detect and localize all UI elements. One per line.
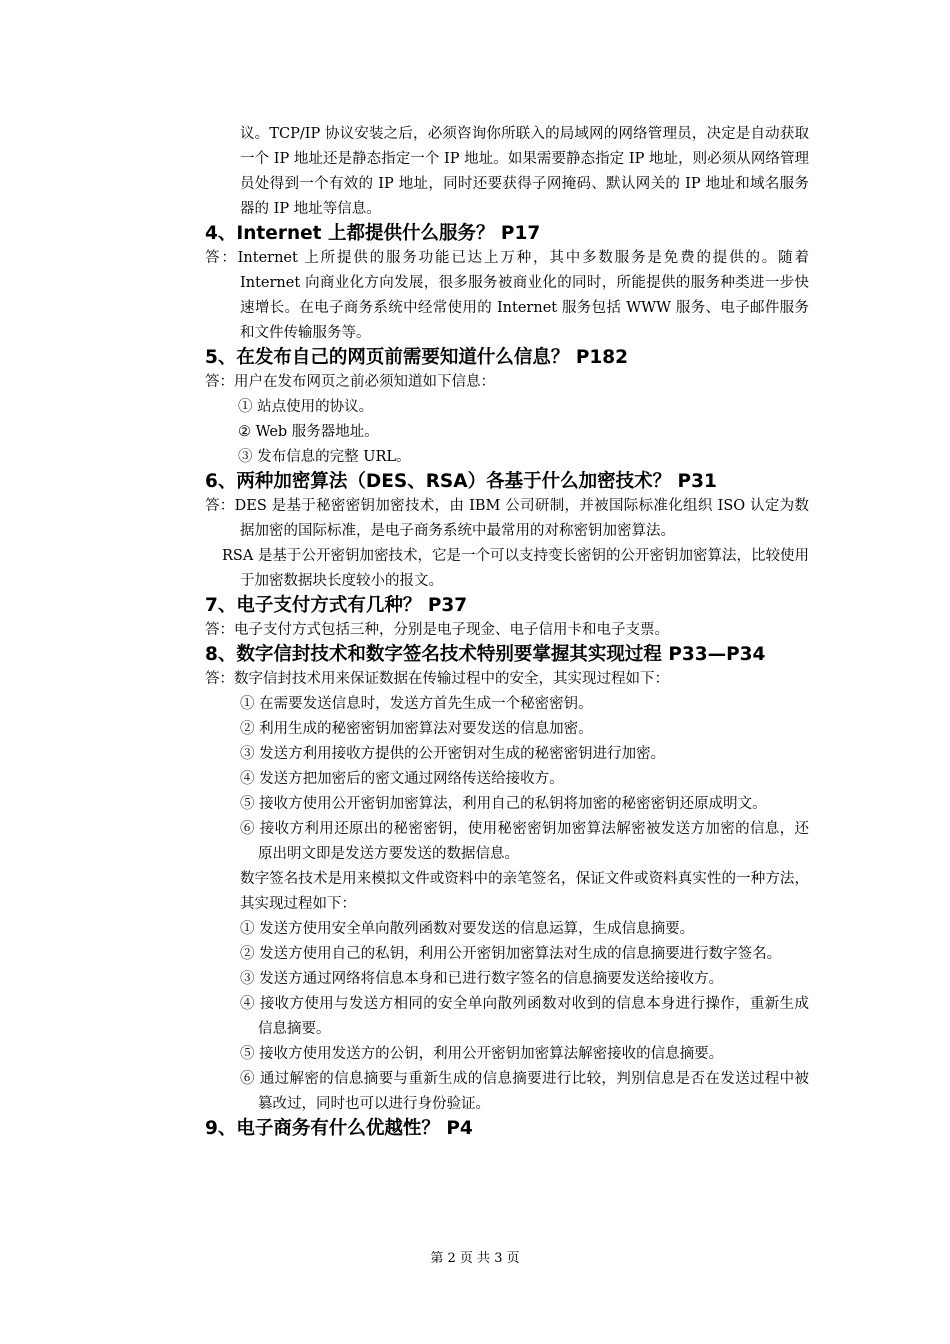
envelope-step: ② 利用生成的秘密密钥加密算法对要发送的信息加密。 <box>240 721 593 737</box>
question-5-item: ② Web 服务器地址。 <box>238 424 379 440</box>
page-content <box>205 122 809 1141</box>
question-4-heading: 4、Internet 上都提供什么服务？ P17 <box>205 223 541 244</box>
envelope-step: ③ 发送方利用接收方提供的公开密钥对生成的秘密密钥进行加密。 <box>240 746 666 762</box>
question-5-heading: 5、在发布自己的网页前需要知道什么信息？ P182 <box>205 347 628 368</box>
question-6-answer-rsa: RSA 是基于公开密钥加密技术，它是一个可以支持变长密钥的公开密钥加密算法，比较使用于加密数据块长度较小的报文。 <box>222 548 809 589</box>
question-5-item: ① 站点使用的协议。 <box>238 399 374 415</box>
signature-step: ⑤ 接收方使用发送方的公钥，利用公开密钥加密算法解密接收的信息摘要。 <box>240 1046 724 1062</box>
signature-step: ⑥ 通过解密的信息摘要与重新生成的信息摘要进行比较，判别信息是否在发送过程中被篡改过，同时也可以进行身份验证。 <box>240 1071 809 1112</box>
question-7-heading: 7、电子支付方式有几种？ P37 <box>205 595 468 616</box>
question-4-answer: 答：Internet 上所提供的服务功能已达上万种，其中多数服务是免费的提供的。随着 Internet 向商业化方向发展，很多服务被商业化的同时，所能提供的服务种类进一步快速增长。在电子商务系统中经常使用的 Internet 服务包括 WWW 服务、电子邮件服务和文件传输服务等。 <box>205 250 809 341</box>
signature-step: ④ 接收方使用与发送方相同的安全单向散列函数对收到的信息本身进行操作，重新生成信息摘要。 <box>240 996 809 1037</box>
question-6-answer-des: 答：DES 是基于秘密密钥加密技术，由 IBM 公司研制，并被国际标准化组织 ISO 认定为数据加密的国际标准，是电子商务系统中最常用的对称密钥加密算法。 <box>205 498 809 539</box>
question-5-item: ③ 发布信息的完整 URL。 <box>238 449 411 465</box>
question-8-answer: 答：数字信封技术用来保证数据在传输过程中的安全，其实现过程如下： <box>205 671 669 687</box>
signature-step: ② 发送方使用自己的私钥，利用公开密钥加密算法对生成的信息摘要进行数字签名。 <box>240 946 782 962</box>
signature-step: ① 发送方使用安全单向散列函数对要发送的信息运算，生成信息摘要。 <box>240 921 695 937</box>
signature-step: ③ 发送方通过网络将信息本身和已进行数字签名的信息摘要发送给接收方。 <box>240 971 724 987</box>
envelope-step: ① 在需要发送信息时，发送方首先生成一个秘密密钥。 <box>240 696 593 712</box>
page-footer: 第 2 页 共 3 页 <box>430 1251 520 1266</box>
question-5-answer: 答：用户在发布网页之前必须知道如下信息： <box>205 374 495 390</box>
question-7-answer: 答：电子支付方式包括三种，分别是电子现金、电子信用卡和电子支票。 <box>205 622 669 638</box>
question-8-heading: 8、数字信封技术和数字签名技术特别要掌握其实现过程 P33—P34 <box>205 644 766 665</box>
envelope-step: ⑤ 接收方使用公开密钥加密算法，利用自己的私钥将加密的秘密密钥还原成明文。 <box>240 796 767 812</box>
question-9-heading: 9、电子商务有什么优越性？ P4 <box>205 1118 473 1139</box>
envelope-step: ⑥ 接收方利用还原出的秘密密钥，使用秘密密钥加密算法解密被发送方加密的信息，还原出明文即是发送方要发送的数据信息。 <box>240 821 809 862</box>
envelope-step: ④ 发送方把加密后的密文通过网络传送给接收方。 <box>240 771 564 787</box>
intro-paragraph: 议。TCP/IP 协议安装之后，必须咨询你所联入的局域网的网络管理员，决定是自动获取一个 IP 地址还是静态指定一个 IP 地址。如果需要静态指定 IP 地址，则必须从网络管理员处得到一个有效的 IP 地址，同时还要获得子网掩码、默认网关的 IP 地址和域名服务器的 IP 地址等信息。 <box>240 126 809 217</box>
question-6-heading: 6、两种加密算法（DES、RSA）各基于什么加密技术？ P31 <box>205 471 717 492</box>
signature-intro: 数字签名技术是用来模拟文件或资料中的亲笔签名，保证文件或资料真实性的一种方法，其实现过程如下： <box>240 871 809 912</box>
